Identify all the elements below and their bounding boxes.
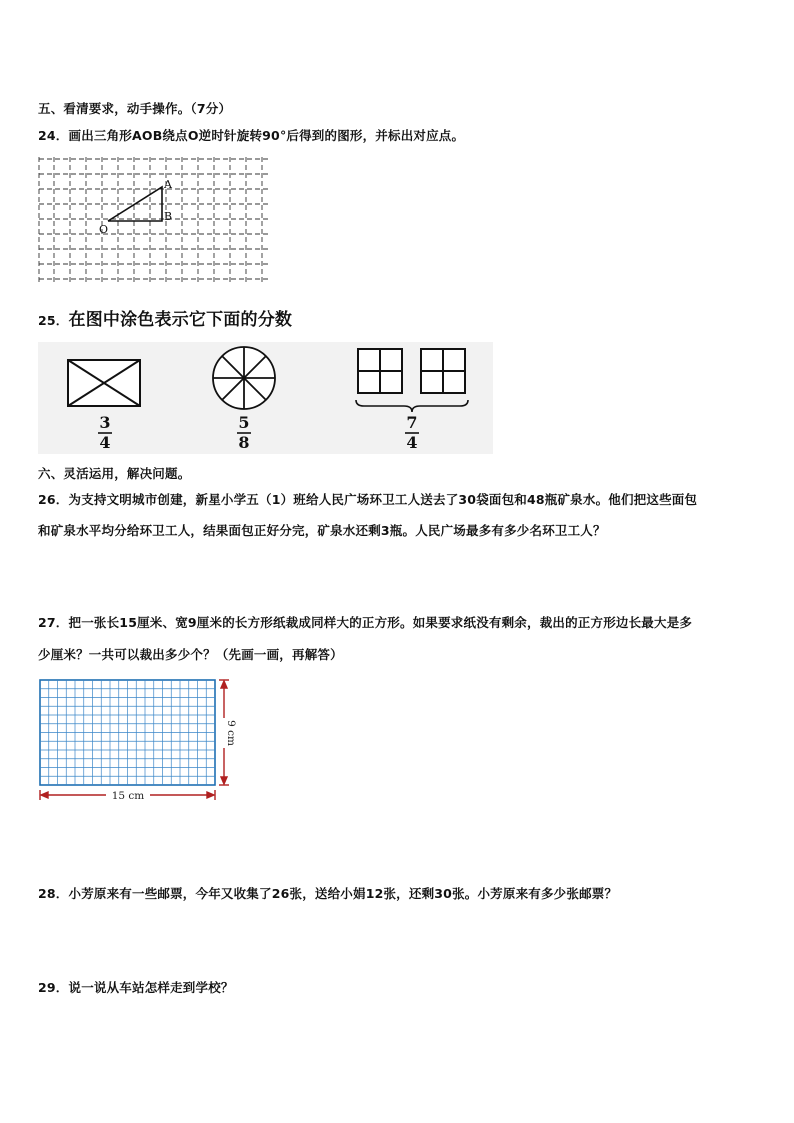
width-label: 15 cm bbox=[111, 790, 145, 802]
point-a-label: A bbox=[164, 178, 172, 191]
point-o-label: O bbox=[99, 223, 109, 236]
question-25-number: 25． bbox=[38, 313, 69, 328]
height-label: 9 cm bbox=[225, 720, 237, 746]
rectangle-figure bbox=[68, 360, 140, 406]
q24-grid-figure bbox=[36, 155, 270, 287]
question-25-text: 在图中涂色表示它下面的分数 bbox=[68, 310, 293, 330]
q25-fraction-figures bbox=[38, 342, 493, 454]
question-24-text: 24．画出三角形AOB绕点O逆时针旋转90°后得到的图形，并标出对应点。 bbox=[38, 128, 465, 143]
question-27-line1: 27．把一张长15厘米、宽9厘米的长方形纸裁成同样大的正方形。如果要求纸没有剩余，裁出的正方形边长最大是多 bbox=[38, 615, 693, 630]
fraction-1-denominator: 4 bbox=[99, 433, 111, 452]
question-27-line2: 少厘米？一共可以裁出多少个？（先画一画，再解答） bbox=[38, 647, 343, 662]
section-5-title: 五、看清要求，动手操作。（7分） bbox=[38, 101, 232, 116]
question-28-text: 28．小芳原来有一些邮票，今年又收集了26张，送给小娟12张，还剩30张。小芳原来有多少张邮票？ bbox=[38, 886, 618, 901]
question-26-line2: 和矿泉水平均分给环卫工人，结果面包正好分完，矿泉水还剩3瓶。人民广场最多有多少名环卫工人？ bbox=[38, 523, 606, 538]
circle-figure bbox=[213, 347, 275, 409]
question-29-text: 29．说一说从车站怎样走到学校？ bbox=[38, 980, 234, 995]
fraction-3-denominator: 4 bbox=[406, 433, 418, 452]
fraction-1-numerator: 3 bbox=[99, 413, 111, 432]
section-6-title: 六、灵活运用，解决问题。 bbox=[38, 466, 191, 481]
q27-grid-figure bbox=[38, 678, 238, 804]
fraction-3-numerator: 7 bbox=[406, 413, 418, 432]
fraction-2-numerator: 5 bbox=[238, 413, 250, 432]
point-b-label: B bbox=[164, 210, 173, 223]
question-25-title bbox=[38, 305, 292, 330]
fraction-2-denominator: 8 bbox=[238, 433, 250, 452]
question-26-line1: 26．为支持文明城市创建，新星小学五（1）班给人民广场环卫工人送去了30袋面包和48瓶矿泉水。他们把这些面包 bbox=[38, 492, 698, 507]
